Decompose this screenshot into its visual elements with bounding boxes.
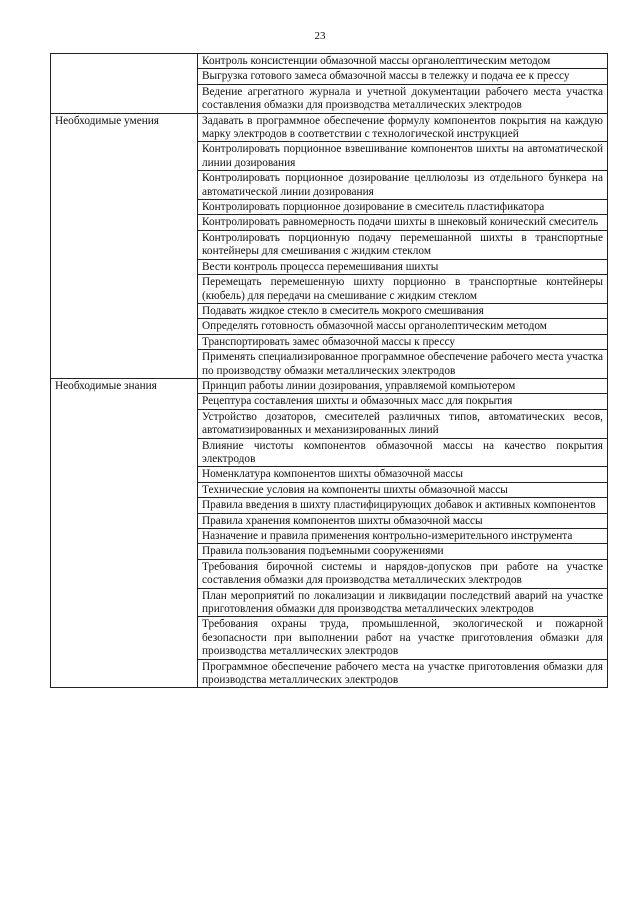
requirement-item: План мероприятий по локализации и ликвидации последствий аварий на участке приготовления обмазки для производства металлических электродов bbox=[198, 588, 608, 617]
requirement-item: Контроль консистенции обмазочной массы органолептическим методом bbox=[198, 54, 608, 69]
requirement-item: Технические условия на компоненты шихты обмазочной массы bbox=[198, 482, 608, 497]
requirement-item: Влияние чистоты компонентов обмазочной массы на качество покрытия электродов bbox=[198, 438, 608, 467]
requirement-item: Правила введения в шихту пластифицирующих добавок и активных компонентов bbox=[198, 498, 608, 513]
requirement-item: Контролировать порционное взвешивание компонентов шихты на автоматической линии дозирования bbox=[198, 142, 608, 171]
page-number: 23 bbox=[314, 30, 326, 42]
requirement-item: Номенклатура компонентов шихты обмазочной массы bbox=[198, 467, 608, 482]
requirement-item: Контролировать порционное дозирование целлюлозы из отдельного бункера на автоматической линии дозирования bbox=[198, 171, 608, 200]
section-label-skills: Необходимые умения bbox=[51, 113, 198, 378]
requirement-item: Правила пользования подъемными сооружениями bbox=[198, 544, 608, 559]
section-label-knowledge: Необходимые знания bbox=[51, 378, 198, 688]
requirement-item: Применять специализированное программное обеспечение рабочего места участка по производству обмазки металлических электродов bbox=[198, 350, 608, 379]
requirement-item: Задавать в программное обеспечение формулу компонентов покрытия на каждую марку электродов в соответствии с технологической инструкцией bbox=[198, 113, 608, 142]
requirement-item: Принцип работы линии дозирования, управляемой компьютером bbox=[198, 378, 608, 393]
table-row bbox=[51, 113, 608, 142]
table-row bbox=[51, 54, 608, 69]
section-label-continuation bbox=[51, 54, 198, 114]
requirement-item: Выгрузка готового замеса обмазочной массы в тележку и подача ее к прессу bbox=[198, 69, 608, 84]
requirement-item: Определять готовность обмазочной массы органолептическим методом bbox=[198, 319, 608, 334]
requirements-table-body bbox=[51, 54, 608, 688]
requirement-item: Требования охраны труда, промышленной, экологической и пожарной безопасности при выполнении работ на участке приготовления обмазки для производства металлических электродов bbox=[198, 617, 608, 659]
requirement-item: Требования бирочной системы и нарядов-допусков при работе на участке составления обмазки для производства металлических электродов bbox=[198, 559, 608, 588]
requirement-item: Рецептура составления шихты и обмазочных масс для покрытия bbox=[198, 394, 608, 409]
requirement-item: Программное обеспечение рабочего места на участке приготовления обмазки для производства металлических электродов bbox=[198, 659, 608, 688]
requirements-table bbox=[50, 53, 608, 688]
requirement-item: Правила хранения компонентов шихты обмазочной массы bbox=[198, 513, 608, 528]
requirement-item: Устройство дозаторов, смесителей различных типов, автоматических весов, автоматизированных и механизированных линий bbox=[198, 409, 608, 438]
requirement-item: Контролировать порционное дозирование в смеситель пластификатора bbox=[198, 200, 608, 215]
requirement-item: Транспортировать замес обмазочной массы к прессу bbox=[198, 334, 608, 349]
requirement-item: Назначение и правила применения контрольно-измерительного инструмента bbox=[198, 529, 608, 544]
requirement-item: Подавать жидкое стекло в смеситель мокрого смешивания bbox=[198, 303, 608, 318]
requirement-item: Вести контроль процесса перемешивания шихты bbox=[198, 259, 608, 274]
requirement-item: Перемещать перемешенную шихту порционно в транспортные контейнеры (кюбель) для передачи на смешивание с жидким стеклом bbox=[198, 275, 608, 304]
requirement-item: Контролировать порционную подачу перемешанной шихты в транспортные контейнеры для смешивания с жидким стеклом bbox=[198, 230, 608, 259]
requirement-item: Контролировать равномерность подачи шихты в шнековый конический смеситель bbox=[198, 215, 608, 230]
requirement-item: Ведение агрегатного журнала и учетной документации рабочего места участка составления обмазки для производства металлических электродов bbox=[198, 84, 608, 113]
table-row bbox=[51, 378, 608, 393]
